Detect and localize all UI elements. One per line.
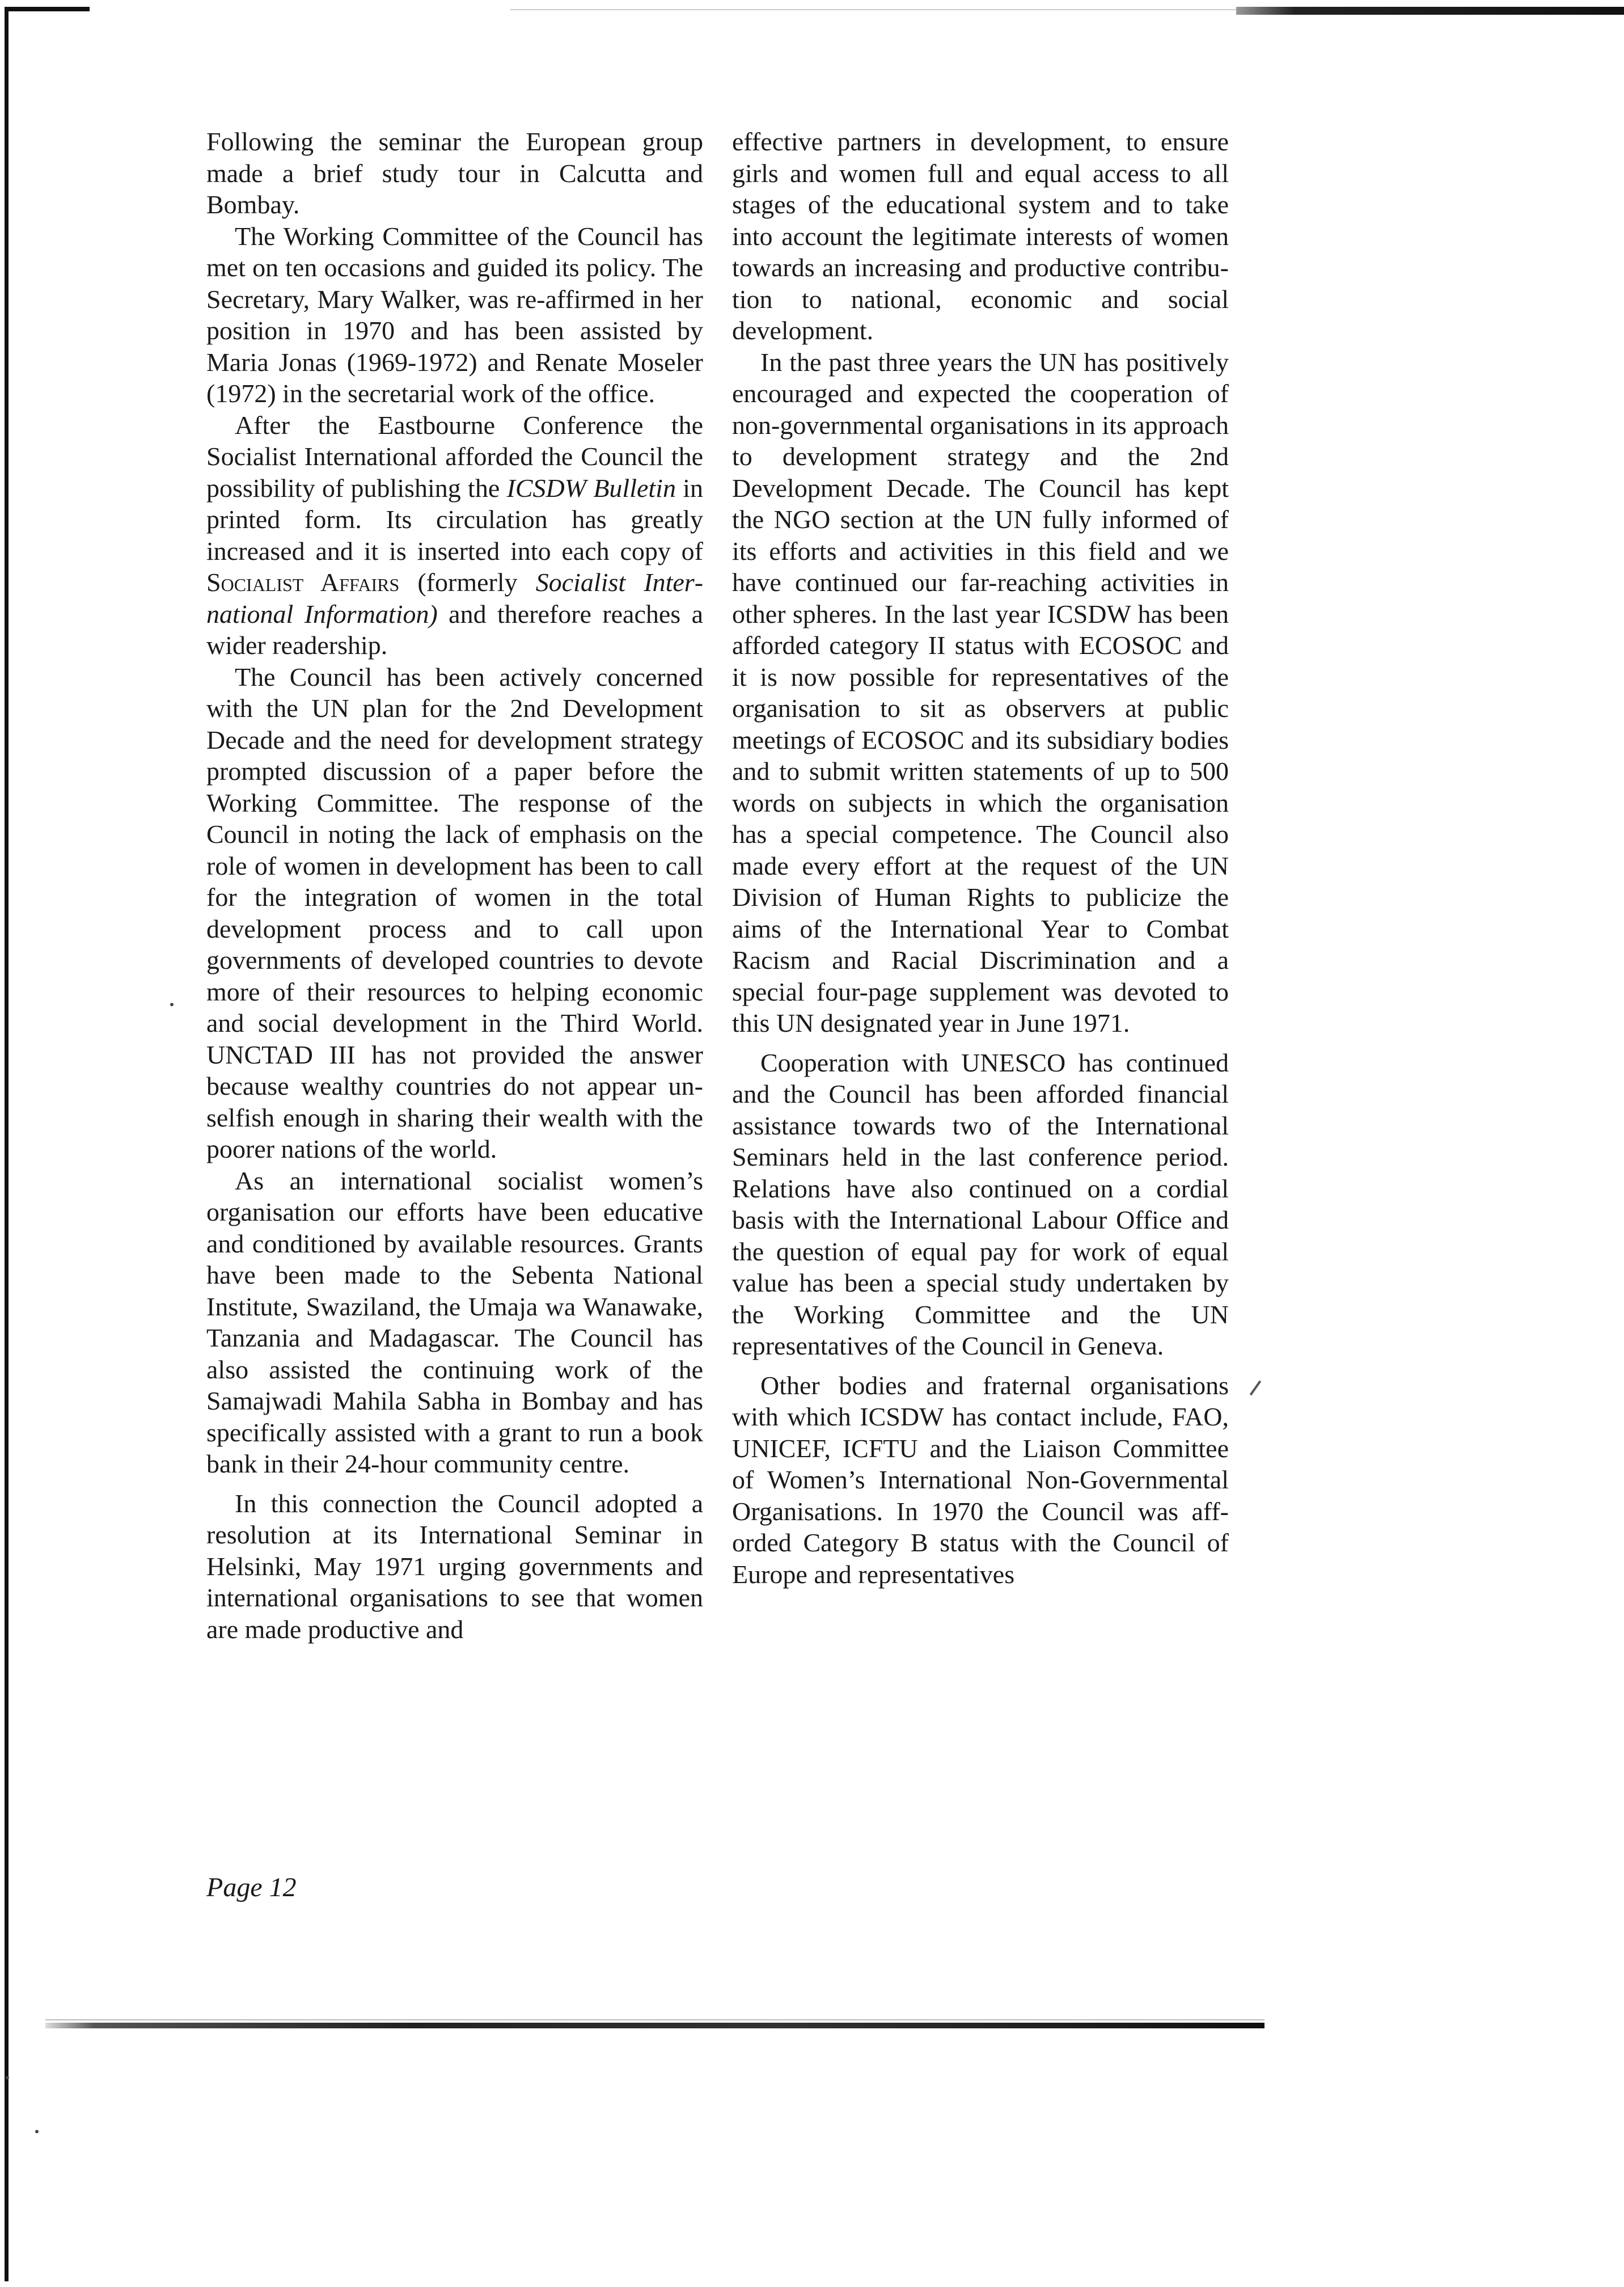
scan-edge-top-left bbox=[5, 7, 90, 11]
page-number: Page 12 bbox=[206, 1872, 297, 1902]
bottom-rule-faint bbox=[45, 2019, 1264, 2020]
left-paragraph-6: In this connection the Council adopted a resolution at its International Seminar in Helsinki, May 1971 urging governments and international organisations to see that women are made productive and bbox=[206, 1488, 703, 1644]
left-paragraph-1: Following the seminar the European group made a brief study tour in Calcutta and Bombay. bbox=[206, 127, 703, 219]
text-run: After the Eastbourne Conference the Socialist International afforded the Council the possibility of publishing the bbox=[206, 410, 703, 503]
scan-speck bbox=[35, 2130, 39, 2133]
text-run: in printed form. Its circulation has greatly increased and it is inserted into each copy of bbox=[206, 473, 703, 566]
scan-speck bbox=[170, 1003, 174, 1006]
right-column bbox=[732, 126, 1229, 1590]
text-run: (formerly bbox=[399, 568, 536, 597]
right-paragraph-4: Other bodies and fraternal organisations with which ICSDW has contact include, FAO, UNICEF, ICFTU and the Liaison Committee of Women’s International Non-Governmental Organisations. In 1970 the Council was afforded Category B status with the Council of Europe and representatives bbox=[732, 1370, 1229, 1589]
left-paragraph-3 bbox=[206, 410, 703, 661]
right-paragraph-3: Cooperation with UNESCO has continued and the Council has been afforded financial assistance towards two of the International Seminars held in the last conference period. Relations have also continued on a cordial basis with the International Labour Office and the question of equal pay for work of equal value has been a special study undertaken by the Working Committee and the UN representatives of the Council in Geneva. bbox=[732, 1048, 1229, 1360]
left-paragraph-4: The Council has been actively concerned with the UN plan for the 2nd Development Decade and the need for development strategy prompted discussion of a paper before the Working Committee. The response of the Council in noting the lack of emphasis on the role of women in development has been to call for the integration of women in the total development process and to call upon governments of developed countries to devote more of their resources to helping economic and social development in the Third World. UNCTAD III has not provided the answer because wealthy countries do not appear unselfish enough in sharing their wealth with the poorer nations of the world. bbox=[206, 662, 703, 1163]
bottom-rule bbox=[45, 2023, 1264, 2028]
scan-speck bbox=[6, 2076, 9, 2079]
scan-edge-top-faint bbox=[510, 9, 1236, 10]
right-paragraph-1: effective partners in development, to ensure girls and women full and equal access to all stages of the educational system and to take into account the legitimate interests of women towards an increasing and productive contribution to national, economic and social development. bbox=[732, 127, 1229, 345]
text-run: and therefore reaches a wider readership. bbox=[206, 599, 703, 660]
scan-edge-left bbox=[5, 7, 9, 2281]
left-paragraph-2: The Working Committee of the Council has met on ten occasions and guided its policy. The Secretary, Mary Walker, was re-affirmed in her position in 1970 and has been assisted by Maria Jonas (1969-1972) and Renate Moseler (1972) in the secretarial work of the office. bbox=[206, 221, 703, 408]
left-column bbox=[206, 126, 703, 1645]
socialist-affairs-title: Socialist Affairs bbox=[206, 568, 400, 597]
pencil-mark bbox=[1250, 1381, 1261, 1396]
former-title: Socialist International Information) bbox=[206, 568, 704, 628]
scan-edge-top-right bbox=[1236, 7, 1624, 15]
left-paragraph-5: As an international socialist women’s organisation our efforts have been educative and conditioned by available resources. Grants have been made to the Sebenta National Institute, Swaziland, the Umaja wa Wanawake, Tanzania and Madagascar. The Council has also assisted the continuing work of the Samajwadi Mahila Sabha in Bombay and has specifically assisted with a grant to run a book bank in their 24-hour community centre. bbox=[206, 1166, 703, 1478]
bulletin-title: ICSDW Bulletin bbox=[506, 473, 676, 503]
right-paragraph-2: In the past three years the UN has positively encouraged and expected the cooperation of non-governmental organisations in its approach to development strategy and the 2nd Development Decade. The Council has kept the NGO section at the UN fully informed of its efforts and activities in this field and we have continued our far-reaching activities in other spheres. In the last year ICSDW has been afforded category II status with ECOSOC and it is now possible for representatives of the organisation to sit as observers at public meetings of ECOSOC and its subsidiary bodies and to submit written statements of up to 500 words on subjects in which the organisation has a special competence. The Council also made every effort at the request of the UN Division of Human Rights to publicize the aims of the International Year to Combat Racism and Racial Discrimination and a special four-page supplement was devoted to this UN designated year in June 1971. bbox=[732, 347, 1229, 1037]
